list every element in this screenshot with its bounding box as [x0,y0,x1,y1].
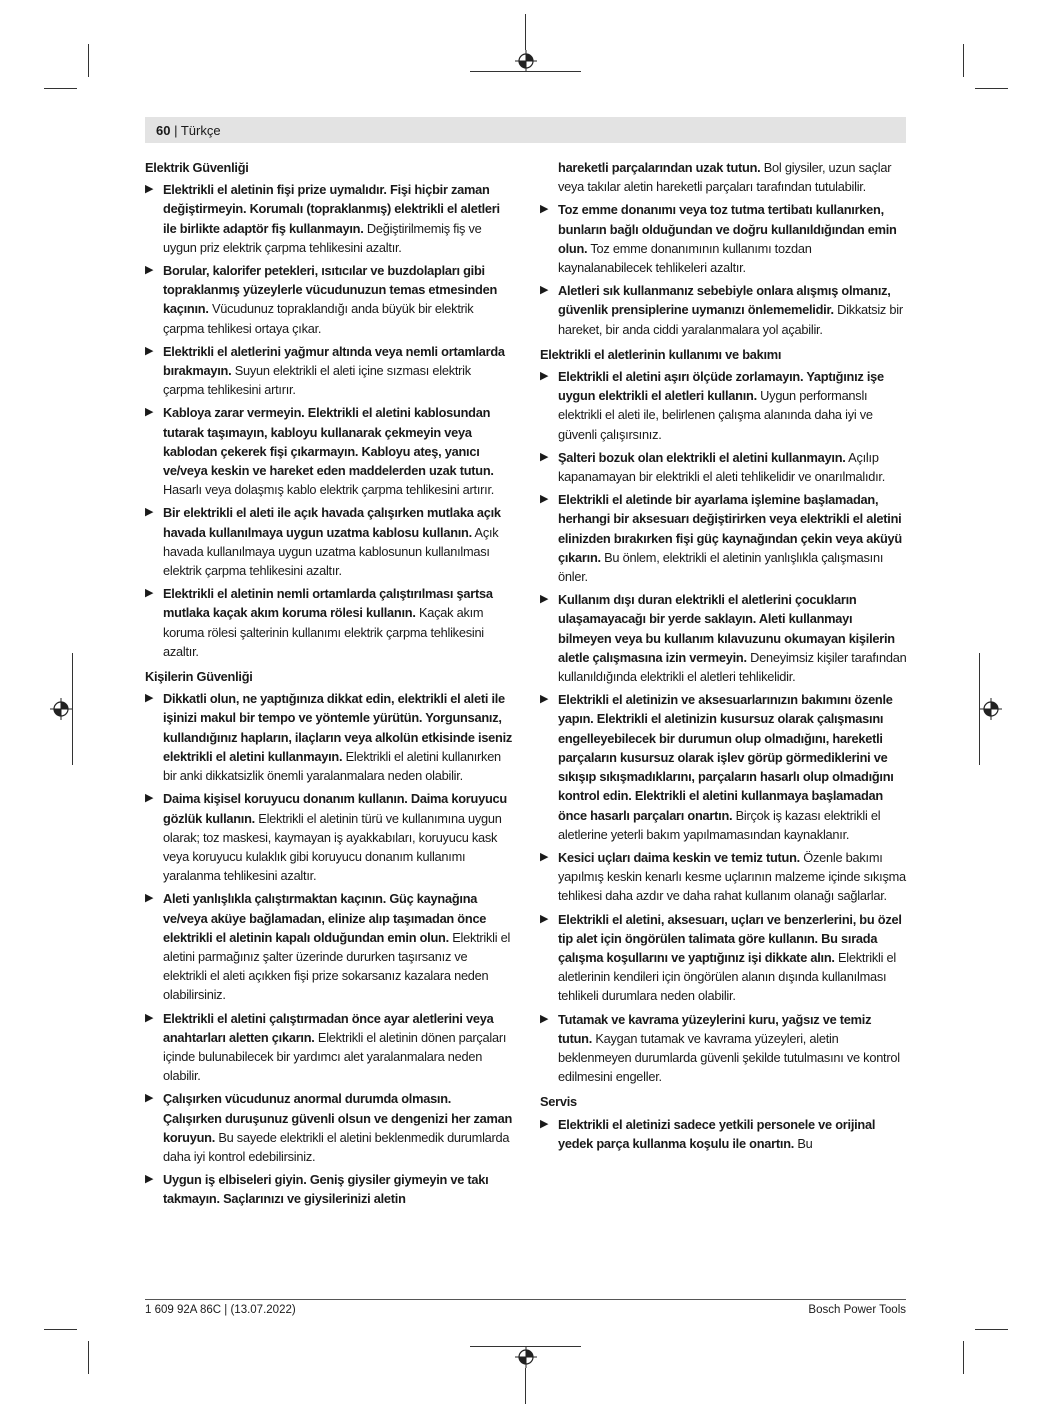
item-bold-text: Tutamak ve kavrama yüzeylerini kuru, yağsız ve temiz tutun. [558,1011,872,1046]
item-bold-text: Daima kişisel koruyucu donanım kullanın. Daima koruyucu gözlük kullanın. [163,791,507,826]
section [145,158,513,661]
registration-mark-icon [515,50,537,72]
crop-mark [44,1329,77,1330]
item-plain-text: Özenle bakımı yapılmış keskin kenarlı kesme uçlarının malzeme içinde sıkışma tehlikesi daha azdır ve daha rahat kullanım olanağı sağlarlar. [558,849,906,904]
item-bold-text: Kesici uçları daima keskin ve temiz tutun. [558,849,800,865]
section [540,1092,908,1153]
item-bold-text: Aleti yanlışlıkla çalıştırmaktan kaçının. Güç kaynağına ve/veya aküye bağlamadan, elinize alıp taşımadan önce elektrikli el aletinin kapalı olduğundan emin olun. [163,891,487,945]
item-bold-text: Elektrikli el aletini, aksesuarı, uçları ve benzerlerini, bu özel tip alet için öngörülen talimata göre kullanın. Bu sırada çalışma koşullarını ve yaptığınız işi dikkate alın. [558,911,902,965]
item-plain-text: Elektrikli el aletini kullanırken bir anki dikkatsizlik önemli yaralanmalara neden olabilir. [163,748,501,784]
crop-mark [88,44,89,77]
section [540,345,908,1087]
footer-brand: Bosch Power Tools [808,1304,906,1316]
bullet-arrow-icon: ▶ [540,593,549,606]
item-bold-text: Dikkatli olun, ne yaptığınıza dikkat edin, elektrikli el aleti ile işinizi makul bir tempo ve yöntemle yürütün. Yorgunsanız, kullandığınız hapların, ilaçların veya alkolün etkisinde iseniz elektrikli el aletini kullanmayın. [163,691,513,764]
bullet-arrow-icon: ▶ [145,506,154,519]
item-plain-text: Kaygan tutamak ve kavrama yüzeyleri, aletin beklenmeyen durumlarda güvenli şekilde tutulmasını ve kontrol edilmesini engeller. [558,1030,900,1085]
item-bold-text: Bir elektrikli el aleti ile açık havada çalışırken mutlaka açık havada kullanılmaya uygun uzatma kablosu kullanın. [163,505,501,540]
list-item [540,490,908,586]
bullet-arrow-icon: ▶ [540,284,549,297]
list-item [540,1010,908,1087]
item-plain-text: Kaçak akım koruma rölesi şalterinin kullanımı elektrik çarpma tehlikesini azaltır. [163,605,484,659]
footer-document-id: 1 609 92A 86C | (13.07.2022) [145,1304,296,1316]
crop-mark [72,653,73,765]
crop-mark [975,88,1008,89]
bullet-arrow-icon: ▶ [145,587,154,600]
crop-mark [44,88,77,89]
section-heading: Elektrik Güvenliği [145,160,249,175]
item-plain-text: Açık havada kullanılmaya uygun uzatma kablosunun kullanılması elektrik çarpma tehlikesini azaltır. [163,524,499,579]
item-plain-text: Değiştirilmemiş fiş ve uygun priz elektrik çarpma tehlikesini azaltır. [163,220,482,255]
list-item [540,690,908,844]
bullet-arrow-icon: ▶ [145,692,154,705]
list-item [540,200,908,277]
crop-mark [470,71,581,72]
item-plain-text: Toz emme donanımının kullanımı tozdan kaynalanabilecek tehlikeleri azaltır. [558,240,812,276]
left-column [145,158,513,1215]
bullet-arrow-icon: ▶ [145,264,154,277]
list-item [145,261,513,338]
item-bold-text: Aletleri sık kullanmanız sebebiyle onlara alışmış olmanız, güvenlik prensiplerine uymanızı önlememelidir. [558,283,891,318]
continued-bold-text: hareketli parçalarından uzak tutun. [558,160,761,175]
crop-mark [470,1346,581,1347]
item-plain-text: Uygun performanslı elektrikli el aleti ile, belirlenen çalışma alanında daha iyi ve güvenli çalışırsınız. [558,388,873,442]
item-plain-text: Deneyimsiz kişiler tarafından kullanıldığında elektrikli el aletleri tehlikelidir. [558,649,907,685]
bullet-arrow-icon: ▶ [540,203,549,216]
item-bold-text: Kullanım dışı duran elektrikli el aletlerini çocukların ulaşamayacağı bir yerde saklayın. Aleti kullanmayı bilmeyen veya bu kullanım kılavuzunu okumayan kişilerin aletle çalışmasına izin vermeyin. [558,592,895,665]
list-item [540,590,908,686]
list-item [540,448,908,486]
bullet-arrow-icon: ▶ [145,892,154,905]
list-item [540,848,908,906]
list-item [145,1089,513,1166]
list-item [145,889,513,1004]
list-item [145,403,513,499]
crop-mark [525,1368,526,1404]
item-plain-text: Elektrikli el aletinin türü ve kullanımına uygun olarak; toz maskesi, kaymayan iş ayakkabıları, koruyucu kask veya koruyucu kulaklık gibi koruyucu donanım kullanımı yaralanma tehlikesini azaltır. [163,810,502,884]
list-item [540,1115,908,1153]
item-bold-text: Borular, kalorifer petekleri, ısıtıcılar ve buzdolapları gibi topraklanmış yüzeylerle vücudunuzun temas etmesinden kaçının. [163,263,498,317]
item-plain-text: Birçok iş kazası elektrikli el aletlerine yeterli bakım yapılmamasından kaynaklanır. [558,807,881,842]
page-number: 60 [156,123,171,138]
crop-mark [963,1341,964,1374]
header-language: Türkçe [180,123,221,138]
item-plain-text: Hasarlı veya dolaşmış kablo elektrik çarpma tehlikesini artırır. [163,482,495,498]
bullet-arrow-icon: ▶ [540,450,549,463]
list-item [145,180,513,257]
list-item [145,503,513,580]
list-item [540,281,908,339]
registration-mark-icon [980,698,1002,720]
item-plain-text: Elektrikli el aletlerinin kendileri için öngörülen alanın dışında kullanılması tehlikeli durumlara neden olabilir. [558,949,896,1004]
item-plain-text: Dikkatsiz bir hareket, bir anda ciddi yaralanmalara yol açabilir. [558,302,903,337]
bullet-arrow-icon: ▶ [540,912,549,925]
bullet-arrow-icon: ▶ [145,344,154,357]
crop-mark [975,1329,1008,1330]
bullet-arrow-icon: ▶ [540,693,549,706]
bullet-arrow-icon: ▶ [145,183,154,196]
item-bold-text: Elektrikli el aletinizi sadece yetkili personele ve orijinal yedek parça kullanma koşulu ile onartın. [558,1116,876,1151]
list-item [145,789,513,885]
item-bold-text: Uygun iş elbiseleri giyin. Geniş giysiler giymeyin ve takı takmayın. Saçlarınızı ve giysilerinizi aletin [163,1172,489,1207]
crop-mark [979,653,980,765]
item-bold-text: Elektrikli el aletinde bir ayarlama işlemine başlamadan, herhangi bir aksesuarı değiştirirken veya elektrikli el aletini elinizden bırakırken fişi güç kaynağından çekin veya aküyü çıkarın. [558,492,902,565]
footer-divider [145,1299,906,1300]
item-plain-text: Bu [794,1135,813,1151]
bullet-arrow-icon: ▶ [145,1173,154,1186]
item-plain-text: Elektrikli el aletini parmağınız şalter üzerinde dururken taşırsanız ve elektrikli el aleti açıkken fişi prize sokarsanız kazalara neden olabilirsiniz. [163,929,511,1003]
item-bold-text: Elektrikli el aletini aşırı ölçüde zorlamayın. Yaptığınız işe uygun elektrikli el aletleri kullanın. [558,369,884,404]
list-item [540,910,908,1006]
item-plain-text: Suyun elektrikli el aleti içine sızması elektrik çarpma tehlikesini artırır. [163,363,471,398]
item-bold-text: Şalteri bozuk olan elektrikli el aletini kullanmayın. [558,449,846,465]
bullet-arrow-icon: ▶ [540,370,549,383]
section [145,667,513,1208]
bullet-arrow-icon: ▶ [145,406,154,419]
list-item [145,584,513,661]
list-item [145,1170,513,1208]
item-bold-text: Elektrikli el aletlerini yağmur altında veya nemli ortamlarda bırakmayın. [163,343,505,379]
bullet-arrow-icon: ▶ [145,1011,154,1024]
bullet-arrow-icon: ▶ [145,792,154,805]
crop-mark [525,14,526,50]
list-item [145,342,513,400]
bullet-arrow-icon: ▶ [145,1092,154,1105]
item-plain-text: Bu sayede elektrikli el aletini beklenmedik durumlarda daha iyi kontrol edebilirsiniz. [163,1129,510,1164]
item-bold-text: Elektrikli el aletinizin ve aksesuarlarınızın bakımını özenle yapın. Elektrikli el aletinizin kusursuz olarak çalışmasını engelleyebilecek bir durumun olup olmadığını, hareketli parçaların kusursuz olarak işlev görüp görmediklerini ve sıkışıp sıkışmadıklarını, parçaların hasarlı olup olmadığını kontrol edin. Elektrikli el aletini kullanmaya başlamadan önce hasarlı parçaları onartın. [558,692,894,823]
section-heading: Elektrikli el aletlerinin kullanımı ve bakımı [540,346,782,362]
section [540,200,908,338]
bullet-arrow-icon: ▶ [540,850,549,863]
item-plain-text: Vücudunuz topraklandığı anda büyük bir elektrik çarpma tehlikesi ortaya çıkar. [163,301,474,336]
item-bold-text: Elektrikli el aletinin nemli ortamlarda çalıştırılması şartsa mutlaka kaçak akım koruma rölesi kullanın. [163,586,493,621]
continued-paragraph [540,158,908,196]
list-item [540,367,908,444]
item-bold-text: Elektrikli el aletini çalıştırmadan önce ayar aletlerini veya anahtarları aletten çıkarın. [163,1010,494,1045]
header-separator: | [170,123,181,138]
item-plain-text: Açılıp kapanamayan bir elektrikli el aleti tehlikelidir ve onarılmalıdır. [558,449,886,485]
item-bold-text: Kabloya zarar vermeyin. Elektrikli el aletini kablosundan tutarak taşımayın, kabloyu kullanarak çekmeyin veya kablodan çekerek fişi çıkarmayın. Kabloyu ateş, yanıcı ve/veya keskin ve hareket eden maddelerden uzak tutun. [163,405,494,479]
section-heading: Kişilerin Güvenliği [145,669,253,685]
page-header [156,123,221,139]
continued-plain-text: Bol giysiler, uzun saçlar veya takılar aletin hareketli parçaları tarafından tutulabilir. [558,160,892,195]
list-item [145,689,513,785]
crop-mark [88,1341,89,1374]
item-bold-text: Elektrikli el aletinin fişi prize uymalıdır. Fişi hiçbir zaman değiştirmeyin. Korumalı (topraklanmış) elektrikli el aletleri ile birlikte adaptör fiş kullanmayın. [163,182,500,236]
crop-mark [963,44,964,77]
bullet-arrow-icon: ▶ [540,493,549,506]
bullet-arrow-icon: ▶ [540,1117,549,1130]
registration-mark-icon [50,698,72,720]
page-header-bar [145,117,906,143]
list-item [145,1009,513,1086]
registration-mark-icon [515,1346,537,1368]
bullet-arrow-icon: ▶ [540,1012,549,1025]
item-plain-text: Elektrikli el aletinin dönen parçaları içinde bulunabilecek bir yardımcı alet yaralanmalara neden olabilir. [163,1029,507,1084]
section-heading: Servis [540,1094,577,1110]
item-plain-text: Bu önlem, elektrikli el aletinin yanlışlıkla çalışmasını önler. [558,549,884,585]
item-bold-text: Toz emme donanımı veya toz tutma tertibatı kullanırken, bunların bağlı olduğundan ve doğru kullanıldığından emin olun. [558,202,897,256]
right-column [540,158,908,1159]
item-bold-text: Çalışırken vücudunuz anormal durumda olmasın. Çalışırken duruşunuz güvenli olsun ve dengenizi her zaman koruyun. [163,1091,513,1145]
